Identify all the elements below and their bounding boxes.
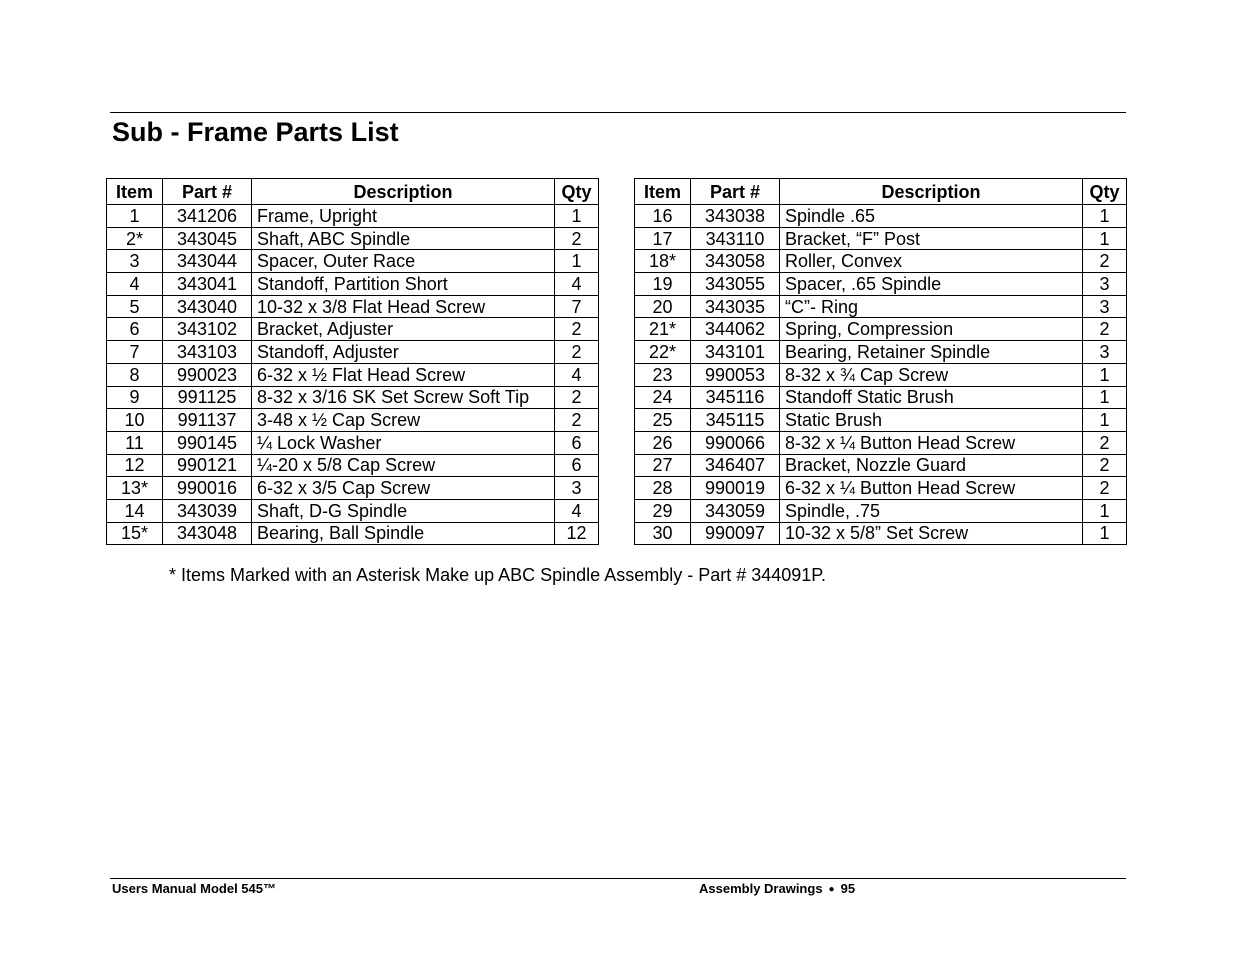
description-cell: Spring, Compression xyxy=(780,318,1083,341)
item-cell: 15* xyxy=(107,522,163,545)
qty-cell: 6 xyxy=(555,454,599,477)
part-number-cell: 341206 xyxy=(163,205,252,228)
qty-cell: 6 xyxy=(555,431,599,454)
part-number-cell: 343102 xyxy=(163,318,252,341)
header-qty: Qty xyxy=(1083,179,1127,205)
item-cell: 5 xyxy=(107,295,163,318)
description-cell: 10-32 x 5/8” Set Screw xyxy=(780,522,1083,545)
table-row xyxy=(107,295,599,318)
qty-cell: 2 xyxy=(555,341,599,364)
table-row xyxy=(107,363,599,386)
parts-table-left xyxy=(106,178,599,545)
part-number-cell: 343035 xyxy=(691,295,780,318)
table-row xyxy=(635,409,1127,432)
item-cell: 29 xyxy=(635,499,691,522)
part-number-cell: 345116 xyxy=(691,386,780,409)
part-number-cell: 990023 xyxy=(163,363,252,386)
table-row xyxy=(635,250,1127,273)
table-row xyxy=(107,522,599,545)
part-number-cell: 346407 xyxy=(691,454,780,477)
qty-cell: 2 xyxy=(1083,477,1127,500)
description-cell: Bracket, Nozzle Guard xyxy=(780,454,1083,477)
part-number-cell: 990053 xyxy=(691,363,780,386)
table-row xyxy=(635,363,1127,386)
description-cell: Frame, Upright xyxy=(252,205,555,228)
qty-cell: 1 xyxy=(1083,363,1127,386)
qty-cell: 1 xyxy=(1083,386,1127,409)
part-number-cell: 343041 xyxy=(163,273,252,296)
description-cell: “C”- Ring xyxy=(780,295,1083,318)
qty-cell: 1 xyxy=(1083,409,1127,432)
description-cell: Spacer, Outer Race xyxy=(252,250,555,273)
description-cell: 8-32 x ¾ Cap Screw xyxy=(780,363,1083,386)
item-cell: 10 xyxy=(107,409,163,432)
table-row xyxy=(635,273,1127,296)
header-item: Item xyxy=(635,179,691,205)
item-cell: 14 xyxy=(107,499,163,522)
footer-page-number: 95 xyxy=(840,881,856,896)
table-row xyxy=(635,522,1127,545)
table-row xyxy=(635,295,1127,318)
description-cell: Bracket, “F” Post xyxy=(780,227,1083,250)
part-number-cell: 343048 xyxy=(163,522,252,545)
part-number-cell: 343038 xyxy=(691,205,780,228)
description-cell: Standoff, Partition Short xyxy=(252,273,555,296)
qty-cell: 1 xyxy=(555,250,599,273)
part-number-cell: 343101 xyxy=(691,341,780,364)
part-number-cell: 990019 xyxy=(691,477,780,500)
item-cell: 18* xyxy=(635,250,691,273)
item-cell: 28 xyxy=(635,477,691,500)
item-cell: 30 xyxy=(635,522,691,545)
qty-cell: 2 xyxy=(555,409,599,432)
item-cell: 6 xyxy=(107,318,163,341)
qty-cell: 2 xyxy=(555,318,599,341)
part-number-cell: 990097 xyxy=(691,522,780,545)
qty-cell: 2 xyxy=(1083,318,1127,341)
item-cell: 25 xyxy=(635,409,691,432)
qty-cell: 3 xyxy=(555,477,599,500)
table-row xyxy=(635,454,1127,477)
footer-page-info xyxy=(699,881,855,896)
qty-cell: 7 xyxy=(555,295,599,318)
description-cell: ¼-20 x 5/8 Cap Screw xyxy=(252,454,555,477)
qty-cell: 2 xyxy=(1083,454,1127,477)
item-cell: 17 xyxy=(635,227,691,250)
description-cell: Static Brush xyxy=(780,409,1083,432)
footer-section: Assembly Drawings xyxy=(699,881,823,896)
description-cell: Spindle .65 xyxy=(780,205,1083,228)
qty-cell: 2 xyxy=(555,386,599,409)
table-row xyxy=(107,454,599,477)
table-row xyxy=(107,341,599,364)
item-cell: 12 xyxy=(107,454,163,477)
item-cell: 19 xyxy=(635,273,691,296)
item-cell: 11 xyxy=(107,431,163,454)
item-cell: 27 xyxy=(635,454,691,477)
item-cell: 16 xyxy=(635,205,691,228)
item-cell: 21* xyxy=(635,318,691,341)
description-cell: 6-32 x 3/5 Cap Screw xyxy=(252,477,555,500)
qty-cell: 4 xyxy=(555,499,599,522)
part-number-cell: 990121 xyxy=(163,454,252,477)
part-number-cell: 990145 xyxy=(163,431,252,454)
header-qty: Qty xyxy=(555,179,599,205)
table-row xyxy=(635,341,1127,364)
description-cell: Bearing, Ball Spindle xyxy=(252,522,555,545)
table-row xyxy=(635,431,1127,454)
page-title: Sub - Frame Parts List xyxy=(112,117,399,147)
table-row xyxy=(635,318,1127,341)
table-row xyxy=(635,205,1127,228)
table-row xyxy=(107,431,599,454)
qty-cell: 2 xyxy=(1083,431,1127,454)
qty-cell: 12 xyxy=(555,522,599,545)
part-number-cell: 343058 xyxy=(691,250,780,273)
description-cell: Bearing, Retainer Spindle xyxy=(780,341,1083,364)
qty-cell: 4 xyxy=(555,363,599,386)
item-cell: 3 xyxy=(107,250,163,273)
qty-cell: 1 xyxy=(1083,227,1127,250)
description-cell: Spacer, .65 Spindle xyxy=(780,273,1083,296)
item-cell: 23 xyxy=(635,363,691,386)
description-cell: Spindle, .75 xyxy=(780,499,1083,522)
table-row xyxy=(107,227,599,250)
description-cell: Standoff Static Brush xyxy=(780,386,1083,409)
table-header-row xyxy=(635,179,1127,205)
asterisk-note: * Items Marked with an Asterisk Make up ABC Spindle Assembly - Part # 344091P. xyxy=(169,565,826,585)
table-row xyxy=(107,318,599,341)
qty-cell: 4 xyxy=(555,273,599,296)
item-cell: 24 xyxy=(635,386,691,409)
parts-table-right xyxy=(634,178,1127,545)
table-row xyxy=(107,409,599,432)
item-cell: 7 xyxy=(107,341,163,364)
description-cell: 8-32 x 3/16 SK Set Screw Soft Tip xyxy=(252,386,555,409)
top-rule xyxy=(110,112,1126,113)
item-cell: 4 xyxy=(107,273,163,296)
item-cell: 1 xyxy=(107,205,163,228)
item-cell: 13* xyxy=(107,477,163,500)
description-cell: Shaft, ABC Spindle xyxy=(252,227,555,250)
header-description: Description xyxy=(780,179,1083,205)
description-cell: 6-32 x ½ Flat Head Screw xyxy=(252,363,555,386)
part-number-cell: 343055 xyxy=(691,273,780,296)
table-row xyxy=(107,273,599,296)
table-row xyxy=(107,250,599,273)
qty-cell: 1 xyxy=(1083,499,1127,522)
footer-manual-title: Users Manual Model 545™ xyxy=(112,881,276,896)
table-row xyxy=(635,227,1127,250)
description-cell: Shaft, D-G Spindle xyxy=(252,499,555,522)
item-cell: 26 xyxy=(635,431,691,454)
qty-cell: 3 xyxy=(1083,273,1127,296)
header-description: Description xyxy=(252,179,555,205)
table-row xyxy=(635,477,1127,500)
description-cell: Standoff, Adjuster xyxy=(252,341,555,364)
header-part: Part # xyxy=(163,179,252,205)
part-number-cell: 990016 xyxy=(163,477,252,500)
description-cell: Bracket, Adjuster xyxy=(252,318,555,341)
item-cell: 22* xyxy=(635,341,691,364)
qty-cell: 2 xyxy=(1083,250,1127,273)
table-header-row xyxy=(107,179,599,205)
part-number-cell: 343044 xyxy=(163,250,252,273)
table-row xyxy=(107,477,599,500)
part-number-cell: 345115 xyxy=(691,409,780,432)
table-row xyxy=(107,499,599,522)
qty-cell: 1 xyxy=(1083,205,1127,228)
item-cell: 20 xyxy=(635,295,691,318)
header-item: Item xyxy=(107,179,163,205)
part-number-cell: 343040 xyxy=(163,295,252,318)
qty-cell: 3 xyxy=(1083,295,1127,318)
part-number-cell: 343039 xyxy=(163,499,252,522)
qty-cell: 3 xyxy=(1083,341,1127,364)
table-row xyxy=(107,205,599,228)
part-number-cell: 344062 xyxy=(691,318,780,341)
item-cell: 2* xyxy=(107,227,163,250)
table-row xyxy=(635,386,1127,409)
description-cell: 6-32 x ¼ Button Head Screw xyxy=(780,477,1083,500)
qty-cell: 1 xyxy=(555,205,599,228)
bottom-rule xyxy=(110,878,1126,879)
qty-cell: 2 xyxy=(555,227,599,250)
part-number-cell: 991125 xyxy=(163,386,252,409)
part-number-cell: 343103 xyxy=(163,341,252,364)
description-cell: 3-48 x ½ Cap Screw xyxy=(252,409,555,432)
description-cell: 10-32 x 3/8 Flat Head Screw xyxy=(252,295,555,318)
table-row xyxy=(635,499,1127,522)
part-number-cell: 343045 xyxy=(163,227,252,250)
description-cell: Roller, Convex xyxy=(780,250,1083,273)
part-number-cell: 343110 xyxy=(691,227,780,250)
description-cell: 8-32 x ¼ Button Head Screw xyxy=(780,431,1083,454)
part-number-cell: 990066 xyxy=(691,431,780,454)
qty-cell: 1 xyxy=(1083,522,1127,545)
description-cell: ¼ Lock Washer xyxy=(252,431,555,454)
part-number-cell: 991137 xyxy=(163,409,252,432)
part-number-cell: 343059 xyxy=(691,499,780,522)
table-row xyxy=(107,386,599,409)
item-cell: 9 xyxy=(107,386,163,409)
header-part: Part # xyxy=(691,179,780,205)
item-cell: 8 xyxy=(107,363,163,386)
footer-bullet: ● xyxy=(828,884,835,895)
